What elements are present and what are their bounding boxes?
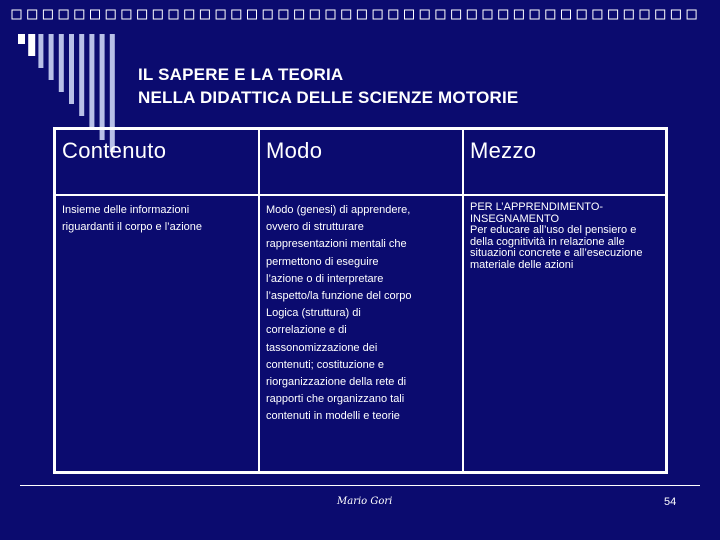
decorative-square [671,10,680,19]
decorative-bar [38,34,43,68]
decorative-square [452,10,461,19]
decorative-square [640,10,649,19]
col2-line: contenuti; costituzione e [266,358,385,371]
decorative-bar [28,34,35,56]
col3-line: PER L’APPRENDIMENTO- [470,201,604,213]
decorative-square [436,10,445,19]
col2-line: rappresentazioni mentali che [266,238,407,251]
header-modo: Modo [259,129,463,195]
decorative-bar [49,34,54,80]
decorative-square [483,10,492,19]
decorative-square [357,10,366,19]
decorative-square [499,10,508,19]
decorative-square [373,10,382,19]
col2-line: l’aspetto/la funzione del corpo [266,290,412,303]
decorative-square [122,10,131,19]
header-contenuto: Contenuto [55,129,259,195]
decorative-square [216,10,225,19]
col2-line: ovvero di strutturare [266,221,364,234]
table-row [55,195,666,472]
col2-line: rapporti che organizzano tali [266,393,405,406]
decorative-square [59,10,68,19]
decorative-square [138,10,147,19]
col3-line: Per educare all’uso del pensiero e [470,224,637,236]
title-line-2: NELLA DIDATTICA DELLE SCIENZE MOTORIE [138,88,519,107]
col3-line: INSEGNAMENTO [470,212,560,225]
decorative-square [75,10,84,19]
cell-contenuto [55,195,259,472]
decorative-square [200,10,209,19]
footer-divider [20,485,700,486]
decorative-square [624,10,633,19]
decorative-square [687,10,696,19]
content-table [53,127,668,474]
col3-line: materiale delle azioni [470,258,574,271]
col2-line: permettono di eseguire [266,255,379,268]
footer-author: Mario Gori [337,496,393,507]
decorative-square [562,10,571,19]
decorative-square [310,10,319,19]
decorative-square [279,10,288,19]
col1-line: riguardanti il corpo e l’azione [62,221,203,234]
decorative-square [248,10,257,19]
col3-line: situazioni concrete e all’esecuzione [470,247,643,259]
col3-line: della cognitività in relazione alle [470,235,625,248]
title-line-1: IL SAPERE E LA TEORIA [138,65,344,84]
cell-mezzo [463,195,666,472]
decorative-square [43,10,52,19]
decorative-square [546,10,555,19]
cell-modo [259,195,463,472]
decorative-square [91,10,100,19]
col2-line: riorganizzazione della rete di [266,376,407,389]
decorative-bar [89,34,94,128]
col2-line: Modo (genesi) di apprendere, [266,204,411,216]
decorative-square [405,10,414,19]
decorative-square [295,10,304,19]
decorative-bar [59,34,64,92]
header-mezzo: Mezzo [463,129,666,195]
decorative-square [153,10,162,19]
col2-line: contenuti in modelli e teorie [266,410,400,423]
decorative-square [106,10,115,19]
decorative-bar [100,34,105,140]
decorative-square [263,10,272,19]
decorative-square [420,10,429,19]
decorative-square [28,10,37,19]
col2-line: Logica (struttura) di [266,307,361,320]
decorative-square [593,10,602,19]
col2-line: l’azione o di interpretare [266,272,384,285]
decorative-square [609,10,618,19]
col2-line: correlazione e di [266,324,347,337]
decorative-square [530,10,539,19]
decorative-square [232,10,241,19]
decorative-bar [79,34,84,116]
decorative-square [514,10,523,19]
decorative-square [12,10,21,19]
table-header-row [55,129,666,195]
decorative-square [185,10,194,19]
decorative-square [389,10,398,19]
col2-line: tassonomizzazione dei [266,341,378,354]
decorative-square [577,10,586,19]
decorative-square [342,10,351,19]
page-number: 54 [664,496,677,508]
decorative-bar [18,34,25,44]
decorative-square [169,10,178,19]
decorative-squares-row [0,0,720,30]
decorative-bar [69,34,74,104]
col1-line: Insieme delle informazioni [62,204,190,216]
slide-title [138,63,698,109]
decorative-square [467,10,476,19]
decorative-square [656,10,665,19]
decorative-square [326,10,335,19]
